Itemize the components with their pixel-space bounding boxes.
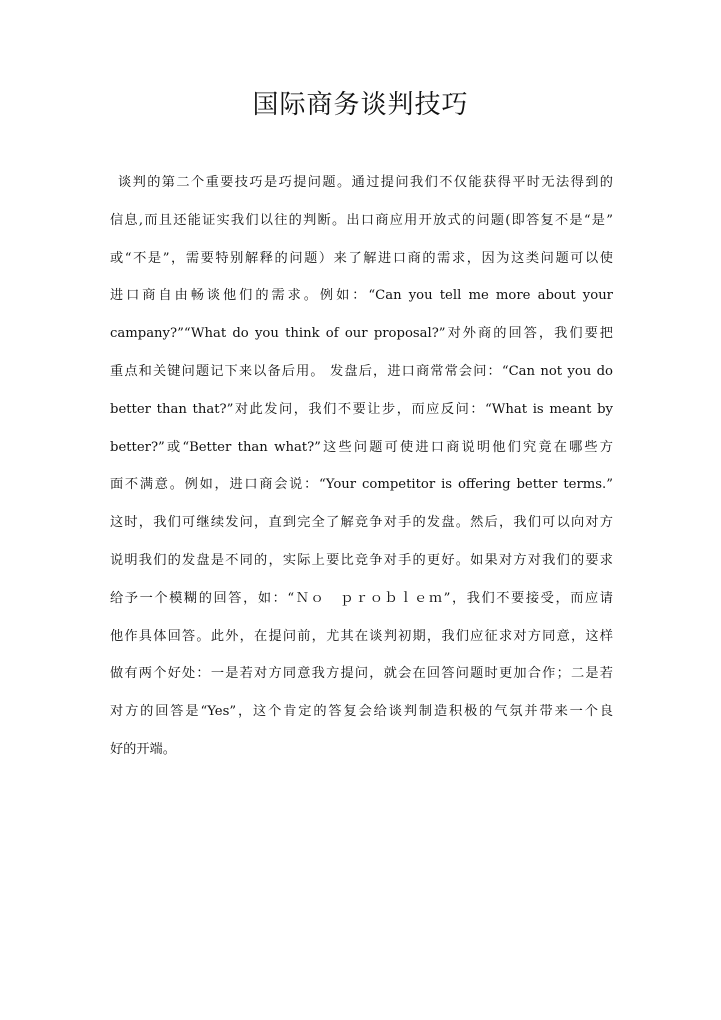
text-line: 给予一个模糊的回答，如：“Ｎｏ ｐｒｏｂｌｅｍ”，我们不要接受，而应请 [110, 590, 613, 606]
text-line: 进口商自由畅谈他们的需求。例如：“Can you tell me more about your [110, 288, 613, 304]
text-line: 说明我们的发盘是不同的，实际上要比竞争对手的更好。如果对方对我们的要求 [110, 552, 613, 568]
text-line: 对方的回答是“Yes”，这个肯定的答复会给谈判制造积极的气氛并带来一个良 [110, 704, 613, 720]
text-line: 面不满意。例如，进口商会说：“Your competitor is offering better terms.” [110, 477, 613, 493]
text-line: 做有两个好处：一是若对方同意我方提问，就会在回答问题时更加合作；二是若 [110, 666, 613, 682]
text-line: 他作具体回答。此外，在提问前，尤其在谈判初期，我们应征求对方同意，这样 [110, 628, 613, 644]
body-paragraph [110, 168, 613, 773]
document-title: 国际商务谈判技巧 [252, 90, 469, 120]
text-line: better?”或“Better than what?”这些问题可使进口商说明他们究竟在哪些方 [110, 439, 613, 455]
text-line: 这时，我们可继续发问，直到完全了解竞争对手的发盘。然后，我们可以向对方 [110, 515, 613, 531]
text-line: 或“不是”，需要特别解释的问题）来了解进口商的需求，因为这类问题可以使 [110, 250, 613, 266]
text-line: 好的开端。 [110, 741, 176, 757]
text-line: campany?”“What do you think of our proposal?”对外商的回答，我们要把 [110, 326, 613, 342]
text-line: 信息,而且还能证实我们以往的判断。出口商应用开放式的问题(即答复不是“是” [110, 212, 613, 228]
text-line: 谈判的第二个重要技巧是巧提问题。通过提问我们不仅能获得平时无法得到的 [118, 175, 613, 190]
text-line: 重点和关键问题记下来以备后用。 发盘后，进口商常常会问：“Can not you do [110, 363, 613, 379]
text-line: better than that?”对此发问，我们不要让步，而应反问：“What is meant by [110, 401, 613, 417]
